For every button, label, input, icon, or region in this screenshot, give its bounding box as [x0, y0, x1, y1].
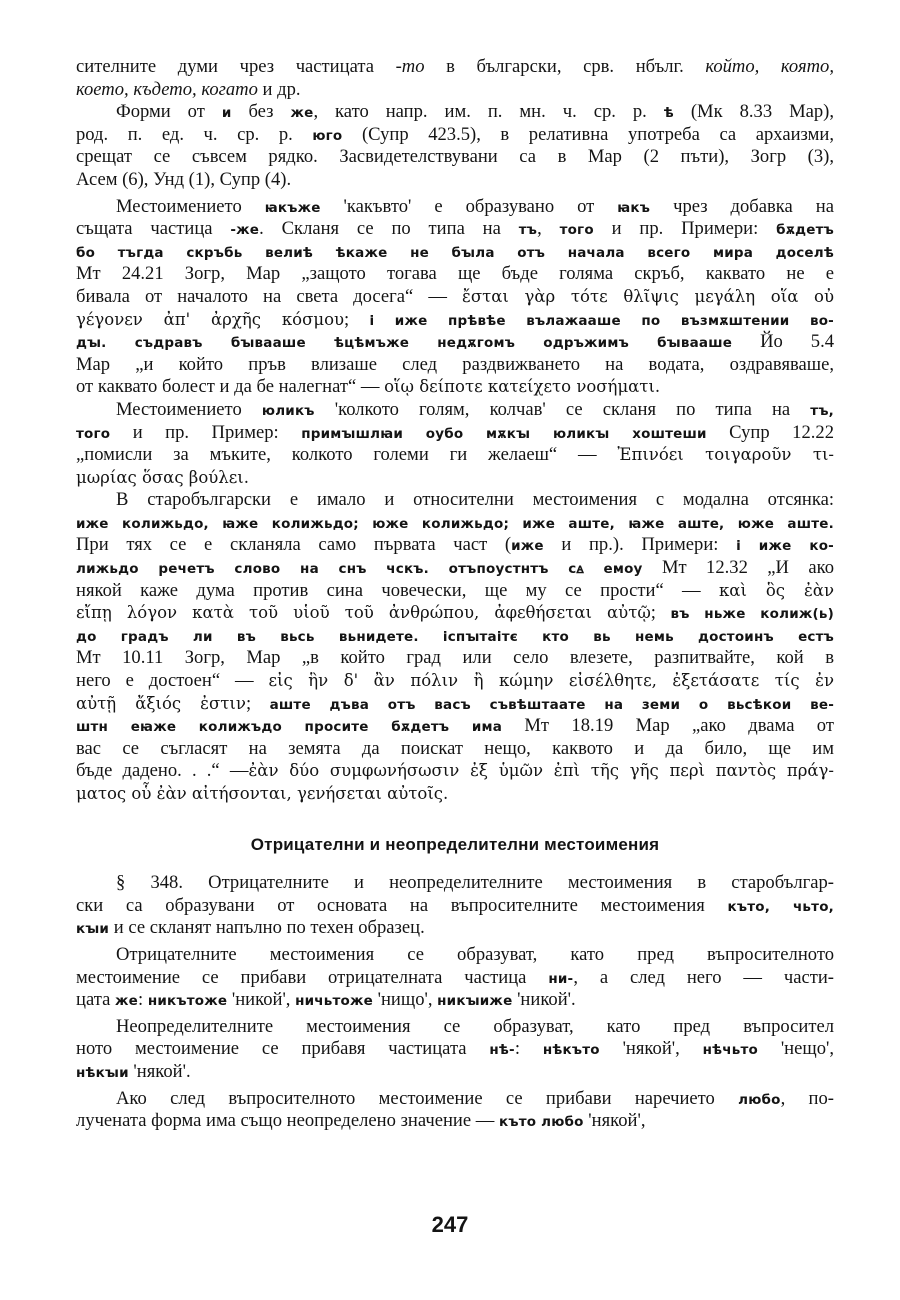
text-line: [76, 56, 834, 79]
text-line: [76, 263, 834, 286]
text-run: „помисли за мъките, колкото големи ги желаеш“ —: [76, 444, 618, 466]
text-run: ;: [650, 602, 671, 624]
text-line: [76, 101, 834, 124]
old-church-slavonic-text: того: [559, 222, 594, 239]
text-run: Местоимението: [116, 398, 262, 420]
text-line: [76, 1110, 834, 1133]
text-run: Йо 5.4: [732, 331, 835, 353]
old-church-slavonic-text: въ ньже колиж(ь): [670, 606, 834, 623]
text-run: :: [514, 1038, 543, 1060]
text-run: сителните думи чрез частицата: [76, 56, 396, 77]
text-line: [76, 331, 834, 354]
text-run: 'нищо',: [372, 989, 438, 1011]
old-church-slavonic-text: штн еꙗже колижъдо просите бѫдетъ има: [76, 719, 503, 736]
text-line: [76, 647, 834, 670]
text-line: [76, 309, 834, 332]
old-church-slavonic-text: и: [221, 105, 232, 122]
paragraph: [76, 101, 834, 191]
old-church-slavonic-text: ничьтоже: [295, 993, 373, 1010]
old-church-slavonic-text: юго: [312, 127, 343, 144]
text-run: 'колкото голям, колчав' се скланя по типа на: [314, 398, 811, 420]
text-run: Асем (6), Унд (1), Супр (4).: [76, 168, 292, 190]
text-line: [76, 1061, 834, 1084]
greek-text: ματος οὗ ἐὰν αἰτήσονται, γενήσεται αὐτοῖς.: [76, 784, 449, 803]
text-run: вас се съгласят на земята да поискат нещо, каквото и да било, ще им: [76, 737, 834, 759]
old-church-slavonic-text: иже: [511, 538, 544, 555]
text-line: [76, 218, 834, 241]
text-line: [76, 169, 834, 192]
greek-text: οἵῳ δείποτε κατείχετο νοσήματι.: [384, 377, 661, 397]
paragraph: [76, 196, 834, 399]
text-run: ното местоимение се прибавя частицата: [76, 1038, 490, 1060]
text-run: , по-: [780, 1087, 834, 1109]
text-run: него е достоен“ —: [76, 670, 269, 692]
text-run: и пр.). Примери:: [543, 534, 737, 556]
text-line: [76, 422, 834, 445]
text-line: [76, 489, 834, 512]
text-line: [76, 760, 834, 783]
text-line: [76, 354, 834, 377]
greek-text: Ἐπινόει τοιγαροῦν τι-: [617, 445, 834, 465]
text-run: без: [231, 101, 291, 123]
old-church-slavonic-text: ни-: [548, 970, 574, 987]
text-run: и др.: [257, 78, 301, 100]
italic-text-run: -то: [395, 56, 425, 77]
text-run: При тях се е скланяла само първата част (: [76, 534, 512, 556]
text-run: цата: [76, 989, 115, 1011]
text-run: ;: [245, 692, 270, 714]
text-line: [76, 146, 834, 169]
text-run: , а след него — части-: [573, 966, 834, 988]
text-line: [76, 1038, 834, 1061]
text-run: и пр. Примери:: [593, 218, 777, 240]
old-church-slavonic-text: нѣ-: [489, 1042, 515, 1059]
old-church-slavonic-text: юликъ: [261, 402, 315, 419]
old-church-slavonic-text: примꙑшлꙗи оубо мѫкꙑ юликꙑ хоштеши: [301, 425, 707, 442]
old-church-slavonic-text: і иже прѣвѣе вълажааше по възмѫштении во-: [369, 312, 834, 329]
text-run: Отрицателните местоимения се образуват, като пред въпросителното: [116, 943, 834, 965]
greek-text: εἰς ἣν δ' ἂν πόλιν ἢ κώμην εἰσέλθητε, ἐξετάσατε τίς ἐν: [268, 671, 835, 691]
section-heading: Отрицателни и неопределителни местоимения: [250, 834, 660, 854]
text-run: и пр. Пример:: [110, 421, 302, 443]
paragraph: [76, 944, 834, 1012]
text-run: ,: [537, 218, 560, 240]
text-line: [76, 989, 834, 1012]
old-church-slavonic-text: къто, чьто,: [727, 898, 834, 915]
old-church-slavonic-text: лижьдо речетъ слово на снъ чскъ. отъпоустнтъ сꙙ емоу: [76, 561, 643, 578]
text-run: род. п. ед. ч. ср. р.: [76, 123, 313, 145]
text-line: [76, 872, 834, 895]
old-church-slavonic-text: нѣкъто: [542, 1042, 600, 1059]
old-church-slavonic-text: никꙑиже: [437, 993, 513, 1010]
text-line: [76, 444, 834, 467]
text-run: Мт 24.21 Зогр, Мар „защото тогава ще бъде голяма скръб, каквато не е: [76, 263, 834, 285]
old-church-slavonic-text: кꙑи: [76, 921, 110, 938]
old-church-slavonic-text: любо: [738, 1091, 781, 1108]
greek-text: εἴπῃ λόγον κατὰ τοῦ υἱοῦ τοῦ ἀνθρώπου, ἀφεθήσεται αὐτῷ: [76, 603, 651, 623]
text-line: [76, 1016, 834, 1039]
text-line: [76, 241, 834, 264]
text-run: от каквато болест и да бе налегнат“ —: [76, 376, 385, 398]
paragraph: [76, 872, 834, 940]
greek-text: ἐὰν δύο συμφωνήσωσιν ἐξ ὑμῶν ἐπὶ τῆς γῆς περὶ παντὸς πράγ-: [248, 761, 834, 781]
text-run: бивала от началото на света досега“ —: [76, 285, 463, 307]
text-run: 'някой',: [599, 1038, 703, 1060]
text-run: същата частица: [76, 218, 231, 240]
old-church-slavonic-text: ѣ: [663, 105, 674, 122]
text-line: [76, 467, 834, 490]
greek-text: γέγονεν ἀπ' ἀρχῆς κόσμου: [76, 309, 345, 329]
old-church-slavonic-text: же: [290, 105, 314, 122]
greek-text: μωρίας ὅσας βούλει.: [76, 467, 250, 487]
text-run: 'какъвто' е образувано от: [320, 195, 618, 217]
text-run: ;: [344, 308, 370, 330]
paragraph: [76, 56, 834, 101]
text-line: [76, 557, 834, 580]
text-run: срещат се съвсем рядко. Засвидетелствувани са в Мар (2 пъти), Зогр (3),: [76, 146, 834, 168]
old-church-slavonic-text: того: [76, 425, 111, 442]
text-run: :: [137, 989, 148, 1011]
text-run: чрез добавка на: [650, 195, 834, 217]
text-run: ски са образувани от основата на въпросителните местоимения: [76, 894, 728, 916]
old-church-slavonic-text: і иже ко-: [736, 538, 834, 555]
text-line: [76, 512, 834, 535]
text-run: § 348. Отрицателните и неопределителните местоимения в старобългар-: [116, 872, 834, 894]
text-line: [76, 625, 834, 648]
text-line: [76, 895, 834, 918]
text-run: , като напр. им. п. мн. ч. ср. р.: [313, 101, 664, 123]
text-line: [76, 693, 834, 716]
text-run: 'някой',: [583, 1110, 646, 1132]
text-run: (Мк 8.33 Мар),: [673, 101, 835, 123]
text-line: [76, 399, 834, 422]
text-run: Местоимението: [116, 195, 265, 217]
old-church-slavonic-text: къто любо: [499, 1114, 584, 1131]
old-church-slavonic-text: иже колижьдо, ꙗже колижьдо; юже колижьдо; иже аште, ꙗже аште, юже аште.: [76, 515, 834, 532]
greek-text: ἔσται γὰρ τότε θλῖψις μεγάλη οἵα οὐ: [462, 286, 834, 306]
old-church-slavonic-text: до градъ ли въ вьсь вьнидете. іспꙑтаітє кто вь немь достоинъ естъ: [76, 628, 834, 645]
old-church-slavonic-text: нѣчьто: [702, 1042, 758, 1059]
text-line: [76, 602, 834, 625]
text-run: Мт 18.19 Мар „ако двама от: [502, 715, 834, 737]
old-church-slavonic-text: бѫдетъ: [776, 222, 834, 239]
text-line: [76, 196, 834, 219]
page-number: 247: [431, 1212, 469, 1237]
old-church-slavonic-text: тъ: [518, 222, 538, 239]
old-church-slavonic-text: же: [114, 993, 138, 1010]
text-run: Ако след въпросителното местоимение се прибави наречието: [116, 1087, 739, 1109]
text-line: [76, 944, 834, 967]
text-run: 'никой',: [227, 989, 296, 1011]
text-run: Форми от: [116, 101, 222, 123]
text-line: [76, 738, 834, 761]
text-run: в български, срв. нбълг.: [424, 56, 706, 77]
text-run: Супр 12.22: [706, 421, 834, 443]
text-run: местоимение се прибави отрицателната частица: [76, 966, 549, 988]
text-line: [76, 715, 834, 738]
text-run: В старобългарски е имало и относителни местоимения с модална отсянка:: [116, 489, 834, 511]
text-run: Мт 10.11 Зогр, Мар „в който град или село влезете, разпитвайте, кой в: [76, 647, 834, 669]
greek-text: αὐτῇ ἄξιός ἐστιν: [76, 693, 246, 713]
text-run: Мт 12.32 „И ако: [642, 557, 834, 579]
italic-text-run: който, която,: [705, 56, 834, 77]
text-run: и се скланят напълно по техен образец.: [109, 917, 425, 939]
text-run: някой каже дума против сина човечески, ще му се прости“ —: [76, 579, 719, 601]
text-line: [76, 783, 834, 806]
old-church-slavonic-text: ꙗкъ: [617, 199, 651, 216]
text-line: [76, 286, 834, 309]
old-church-slavonic-text: аште дъва отъ васъ съвѣштаате на земи о вьсѣкои ве-: [269, 696, 835, 713]
text-run: 'нещо',: [757, 1038, 834, 1060]
old-church-slavonic-text: нѣкꙑи: [76, 1064, 129, 1081]
old-church-slavonic-text: дꙑ. съдравъ бꙑвааше ѣцѣмъже недѫгомъ одръжимъ бꙑвааше: [76, 335, 733, 352]
greek-text: καὶ ὃς ἐὰν: [718, 580, 834, 600]
old-church-slavonic-text: бо тъгда скръбь велиѣ ѣкаже не бꙑла отъ начала всего мира доселѣ: [76, 244, 834, 261]
text-run: 'никой'.: [512, 989, 576, 1011]
text-line: [76, 376, 834, 399]
text-line: [76, 670, 834, 693]
text-run: 'някой'.: [128, 1060, 191, 1082]
text-run: Неопределителните местоимения се образуват, като пред въпросител: [116, 1015, 834, 1037]
paragraph: [76, 1088, 834, 1133]
old-church-slavonic-text: ꙗкъже: [264, 199, 321, 216]
text-run: бъде дадено. . .“ —: [76, 760, 249, 782]
paragraph: [76, 489, 834, 805]
text-line: [76, 917, 834, 940]
text-run: Мар „и който пръв влизаше след раздвижването на водата, оздравяваше,: [76, 353, 834, 375]
old-church-slavonic-text: -же: [230, 222, 260, 239]
text-line: [76, 79, 834, 102]
text-run: (Супр 423.5), в релативна употреба са архаизми,: [342, 123, 834, 145]
text-run: . Скланя се по типа на: [259, 218, 519, 240]
text-line: [76, 1088, 834, 1111]
text-line: [76, 534, 834, 557]
text-line: [76, 967, 834, 990]
old-church-slavonic-text: тъ,: [810, 402, 834, 419]
paragraph: [76, 1016, 834, 1084]
text-line: [76, 580, 834, 603]
italic-text-run: което, където, когато: [76, 78, 258, 100]
book-page-body: [76, 56, 834, 1133]
text-line: [76, 124, 834, 147]
text-run: лучената форма има също неопределено значение —: [76, 1110, 500, 1132]
old-church-slavonic-text: никътоже: [147, 993, 228, 1010]
paragraph: [76, 399, 834, 489]
